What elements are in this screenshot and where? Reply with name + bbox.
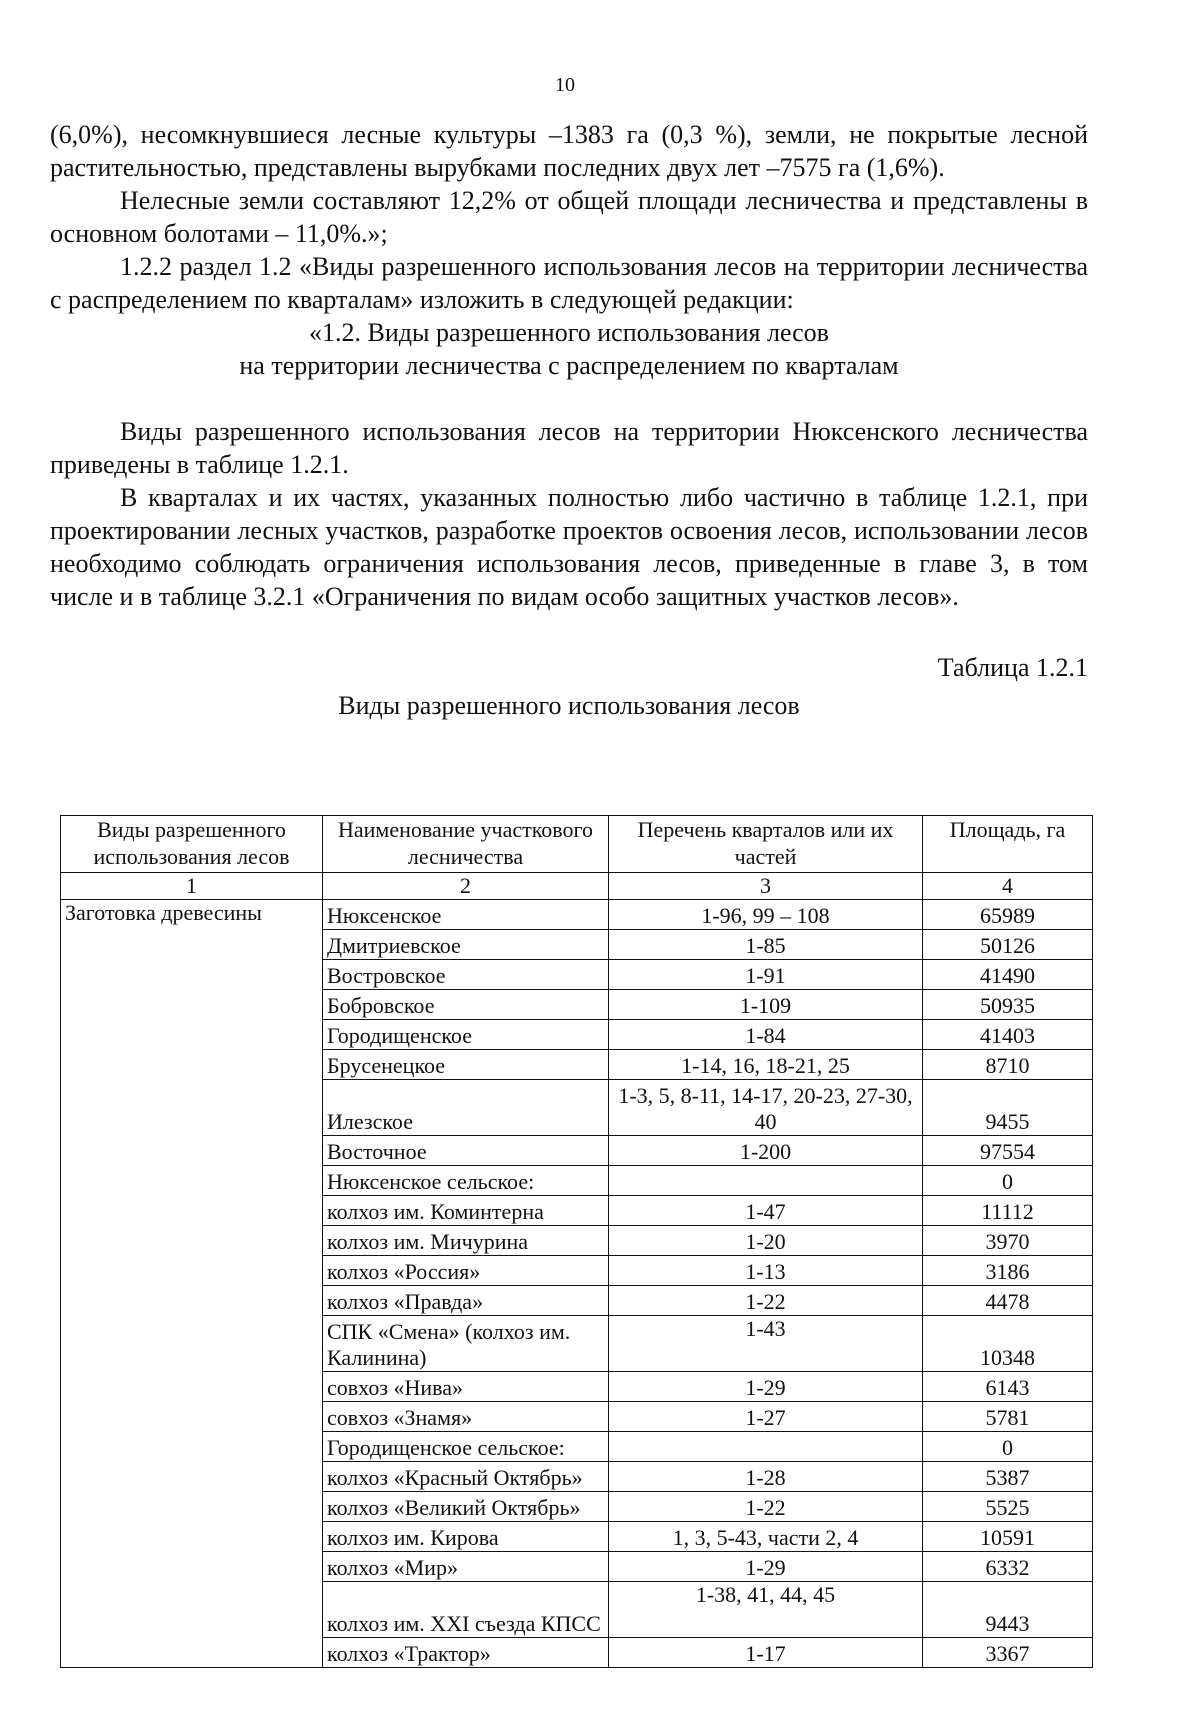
forestry-name-cell: Городищенское <box>323 1020 609 1050</box>
area-cell: 6143 <box>923 1372 1093 1402</box>
area-cell: 5387 <box>923 1462 1093 1492</box>
area-cell: 9443 <box>923 1582 1093 1638</box>
quarters-cell: 1-22 <box>609 1492 923 1522</box>
paragraph-2: Нелесные земли составляют 12,2% от общей площади лесничества и представлены в основном болотами – 11,0%.»; <box>50 186 1088 248</box>
quarters-cell: 1-38, 41, 44, 45 <box>609 1582 923 1638</box>
area-cell: 11112 <box>923 1196 1093 1226</box>
forestry-name-cell: колхоз «Великий Октябрь» <box>323 1492 609 1522</box>
area-cell: 10348 <box>923 1316 1093 1372</box>
quarters-cell: 1-109 <box>609 990 923 1020</box>
area-cell: 0 <box>923 1166 1093 1196</box>
forestry-name-cell: колхоз «Трактор» <box>323 1638 609 1668</box>
area-cell: 97554 <box>923 1136 1093 1166</box>
quarters-cell: 1-29 <box>609 1372 923 1402</box>
quarters-cell <box>609 1432 923 1462</box>
forestry-name-cell: колхоз «Россия» <box>323 1256 609 1286</box>
quarters-cell: 1-27 <box>609 1402 923 1432</box>
column-number: 2 <box>323 873 609 900</box>
quarters-cell: 1-17 <box>609 1638 923 1668</box>
table-row <box>61 900 1093 930</box>
table-caption: Таблица 1.2.1 <box>937 653 1088 682</box>
column-number: 3 <box>609 873 923 900</box>
section-heading-line-1: «1.2. Виды разрешенного использования лесов <box>309 318 829 347</box>
column-number-row <box>61 873 1093 900</box>
paragraph-4: Виды разрешенного использования лесов на территории Нюксенского лесничества приведены в таблице 1.2.1. <box>50 417 1088 479</box>
forestry-name-cell: совхоз «Знамя» <box>323 1402 609 1432</box>
paragraph-5: В кварталах и их частях, указанных полностью либо частично в таблице 1.2.1, при проектировании лесных участков, разработке проектов освоения лесов, использовании лесов необходимо соблюдать ограничения использования лесов, приведенные в главе 3, в том числе и в таблице 3.2.1 «Ограничения по видам особо защитных участков лесов». <box>50 483 1088 611</box>
forestry-name-cell: колхоз им. Коминтерна <box>323 1196 609 1226</box>
area-cell: 3970 <box>923 1226 1093 1256</box>
forestry-name-cell: Нюксенское сельское: <box>323 1166 609 1196</box>
area-cell: 9455 <box>923 1080 1093 1136</box>
paragraph-1: (6,0%), несомкнувшиеся лесные культуры –1383 га (0,3 %), земли, не покрытые лесной растительностью, представлены вырубками последних двух лет –7575 га (1,6%). <box>50 120 1088 182</box>
forestry-name-cell: СПК «Смена» (колхоз им. Калинина) <box>323 1316 609 1372</box>
section-heading-line-2: на территории лесничества с распределением по кварталам <box>239 351 899 380</box>
table-title: Виды разрешенного использования лесов <box>338 691 800 720</box>
quarters-cell: 1-13 <box>609 1256 923 1286</box>
quarters-cell: 1-28 <box>609 1462 923 1492</box>
quarters-cell: 1-22 <box>609 1286 923 1316</box>
forestry-name-cell: колхоз им. Кирова <box>323 1522 609 1552</box>
quarters-cell: 1-96, 99 – 108 <box>609 900 923 930</box>
forestry-name-cell: колхоз «Красный Октябрь» <box>323 1462 609 1492</box>
forestry-name-cell: Бобровское <box>323 990 609 1020</box>
forestry-name-cell: колхоз «Мир» <box>323 1552 609 1582</box>
area-cell: 50935 <box>923 990 1093 1020</box>
quarters-cell: 1-3, 5, 8-11, 14-17, 20-23, 27-30, 40 <box>609 1080 923 1136</box>
forestry-name-cell: колхоз «Правда» <box>323 1286 609 1316</box>
area-cell: 65989 <box>923 900 1093 930</box>
quarters-cell: 1-200 <box>609 1136 923 1166</box>
quarters-cell: 1-91 <box>609 960 923 990</box>
forestry-name-cell: Восточное <box>323 1136 609 1166</box>
quarters-cell: 1-47 <box>609 1196 923 1226</box>
area-cell: 41490 <box>923 960 1093 990</box>
forestry-name-cell: Дмитриевское <box>323 930 609 960</box>
area-cell: 8710 <box>923 1050 1093 1080</box>
column-header: Наименование участкового лесничества <box>323 816 609 873</box>
area-cell: 5781 <box>923 1402 1093 1432</box>
blank-line <box>50 382 1088 415</box>
area-cell: 50126 <box>923 930 1093 960</box>
forestry-name-cell: Нюксенское <box>323 900 609 930</box>
forestry-name-cell: совхоз «Нива» <box>323 1372 609 1402</box>
quarters-cell: 1-84 <box>609 1020 923 1050</box>
area-cell: 0 <box>923 1432 1093 1462</box>
quarters-cell: 1-20 <box>609 1226 923 1256</box>
column-header: Перечень кварталов или их частей <box>609 816 923 873</box>
forestry-name-cell: Брусенецкое <box>323 1050 609 1080</box>
quarters-cell <box>609 1166 923 1196</box>
area-cell: 41403 <box>923 1020 1093 1050</box>
quarters-cell: 1, 3, 5-43, части 2, 4 <box>609 1522 923 1552</box>
area-cell: 4478 <box>923 1286 1093 1316</box>
column-header: Виды разрешенного использования лесов <box>61 816 323 873</box>
quarters-cell: 1-29 <box>609 1552 923 1582</box>
area-cell: 6332 <box>923 1552 1093 1582</box>
page-number: 10 <box>555 74 575 96</box>
area-cell: 3186 <box>923 1256 1093 1286</box>
table-body <box>61 900 1093 1668</box>
paragraph-3: 1.2.2 раздел 1.2 «Виды разрешенного использования лесов на территории лесничества с распределением по кварталам» изложить в следующей редакции: <box>50 252 1088 314</box>
column-number: 1 <box>61 873 323 900</box>
use-kind-cell: Заготовка древесины <box>61 900 323 1668</box>
forestry-name-cell: Илезское <box>323 1080 609 1136</box>
forestry-name-cell: колхоз им. XXI съезда КПСС <box>323 1582 609 1638</box>
body-text <box>50 118 1088 722</box>
quarters-cell: 1-43 <box>609 1316 923 1372</box>
column-number: 4 <box>923 873 1093 900</box>
quarters-cell: 1-85 <box>609 930 923 960</box>
column-header: Площадь, га <box>923 816 1093 873</box>
area-cell: 3367 <box>923 1638 1093 1668</box>
allowed-uses-table <box>60 815 1093 1668</box>
forestry-name-cell: Городищенское сельское: <box>323 1432 609 1462</box>
area-cell: 10591 <box>923 1522 1093 1552</box>
forestry-name-cell: колхоз им. Мичурина <box>323 1226 609 1256</box>
area-cell: 5525 <box>923 1492 1093 1522</box>
forestry-name-cell: Востровское <box>323 960 609 990</box>
table-header-row <box>61 816 1093 873</box>
quarters-cell: 1-14, 16, 18-21, 25 <box>609 1050 923 1080</box>
